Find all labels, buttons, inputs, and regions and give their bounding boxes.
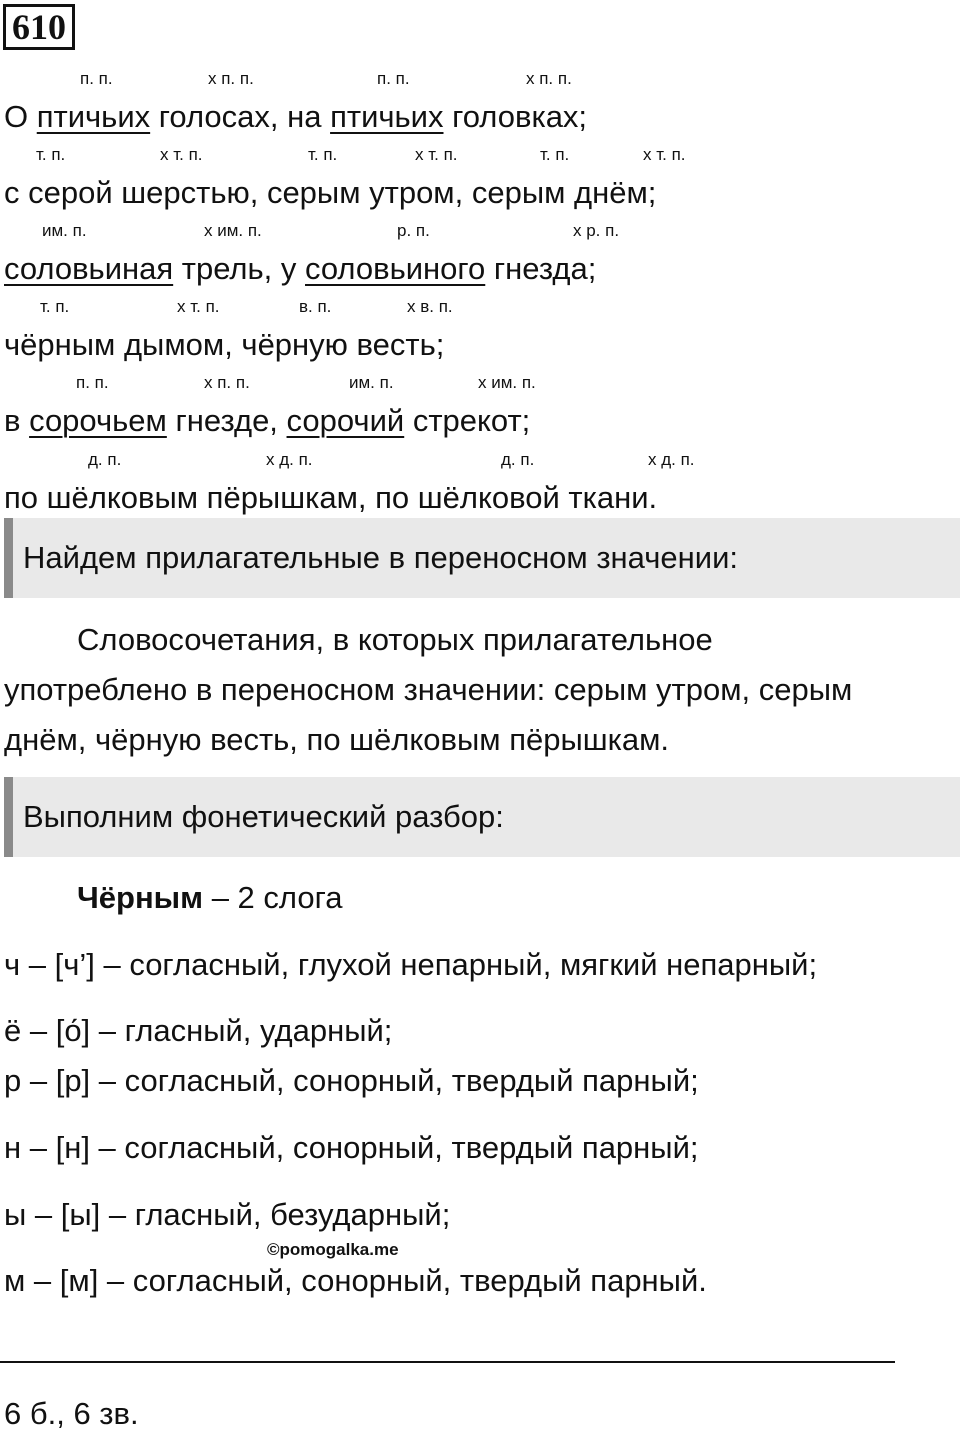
watermark: ©pomogalka.me [267, 1240, 399, 1259]
case-annotation: х т. п. [177, 297, 220, 316]
analysis-word-line [77, 878, 342, 918]
case-annotation-row [0, 145, 960, 165]
case-annotation: х п. п. [208, 69, 254, 88]
sound-line: р – [р] – согласный, сонорный, твердый парный; [4, 1063, 699, 1098]
case-annotation-row [0, 221, 960, 241]
divider [0, 1361, 895, 1363]
case-annotation: х т. п. [415, 145, 458, 164]
section-heading-text: Найдем прилагательные в переносном значении: [23, 540, 738, 575]
poem-line [4, 401, 530, 441]
text-fragment: в [4, 403, 30, 438]
underlined-adjective: птичьих [36, 99, 151, 134]
text-fragment: голосах, на [150, 99, 331, 134]
analysis-word: Чёрным [77, 880, 204, 915]
case-annotation: т. п. [36, 145, 66, 164]
case-annotation: х в. п. [407, 297, 453, 316]
poem-line [4, 249, 596, 289]
section-heading-text: Выполним фонетический разбор: [23, 799, 504, 834]
text-fragment: по шёлковым пёрышкам, по шёлковой ткани. [4, 480, 658, 515]
paragraph-line: днём, чёрную весть, по шёлковым пёрышкам. [4, 722, 670, 757]
sound-line: м – [м] – согласный, сонорный, твердый парный. [4, 1263, 707, 1298]
underlined-adjective: сорочьем [29, 403, 167, 438]
case-annotation: х д. п. [266, 450, 313, 469]
section-heading-phonetic [4, 777, 960, 857]
summary: 6 б., 6 зв. [4, 1396, 139, 1431]
text-fragment: головках; [443, 99, 588, 134]
underlined-adjective: сорочий [286, 403, 405, 438]
case-annotation: д. п. [501, 450, 535, 469]
text-fragment: стрекот; [404, 403, 531, 438]
paragraph-line: употреблено в переносном значении: серым утром, серым [4, 672, 853, 707]
task-number: 610 [3, 4, 75, 50]
case-annotation: х д. п. [648, 450, 695, 469]
case-annotation: п. п. [80, 69, 113, 88]
text-fragment: О [4, 99, 37, 134]
case-annotation: им. п. [42, 221, 87, 240]
case-annotation-row [0, 373, 960, 393]
case-annotation-row [0, 450, 960, 470]
case-annotation: х т. п. [160, 145, 203, 164]
case-annotation: х т. п. [643, 145, 686, 164]
case-annotation: х им. п. [478, 373, 536, 392]
section-heading-figurative [4, 518, 960, 598]
text-fragment: гнезда; [485, 251, 597, 286]
sound-line: ч – [ч’] – согласный, глухой непарный, мягкий непарный; [4, 947, 818, 982]
underlined-adjective: соловьиного [305, 251, 486, 286]
poem-line [4, 325, 444, 365]
case-annotation: им. п. [349, 373, 394, 392]
case-annotation: т. п. [40, 297, 70, 316]
underlined-adjective: соловьиная [4, 251, 174, 286]
text-fragment: трель, у [173, 251, 306, 286]
text-fragment: с серой шерстью, серым утром, серым днём; [4, 175, 657, 210]
case-annotation: х п. п. [204, 373, 250, 392]
case-annotation: х р. п. [573, 221, 620, 240]
case-annotation: п. п. [377, 69, 410, 88]
case-annotation-row [0, 297, 960, 317]
case-annotation-row [0, 69, 960, 89]
case-annotation: в. п. [299, 297, 332, 316]
case-annotation: т. п. [308, 145, 338, 164]
sound-line: н – [н] – согласный, сонорный, твердый парный; [4, 1130, 699, 1165]
text-fragment: чёрным дымом, чёрную весть; [4, 327, 445, 362]
case-annotation: п. п. [76, 373, 109, 392]
case-annotation: х им. п. [204, 221, 262, 240]
case-annotation: д. п. [88, 450, 122, 469]
poem-line [4, 97, 587, 137]
text-fragment: гнезде, [166, 403, 287, 438]
poem-line [4, 173, 656, 213]
sound-line: ё – [о́] – гласный, ударный; [4, 1013, 393, 1048]
poem-line [4, 478, 657, 518]
underlined-adjective: птичьих [330, 99, 444, 134]
case-annotation: р. п. [397, 221, 430, 240]
sound-line: ы – [ы] – гласный, безударный; [4, 1197, 451, 1232]
syllable-count: – 2 слога [203, 880, 343, 915]
case-annotation: т. п. [540, 145, 570, 164]
case-annotation: х п. п. [526, 69, 572, 88]
paragraph-line: Словосочетания, в которых прилагательное [77, 622, 713, 657]
